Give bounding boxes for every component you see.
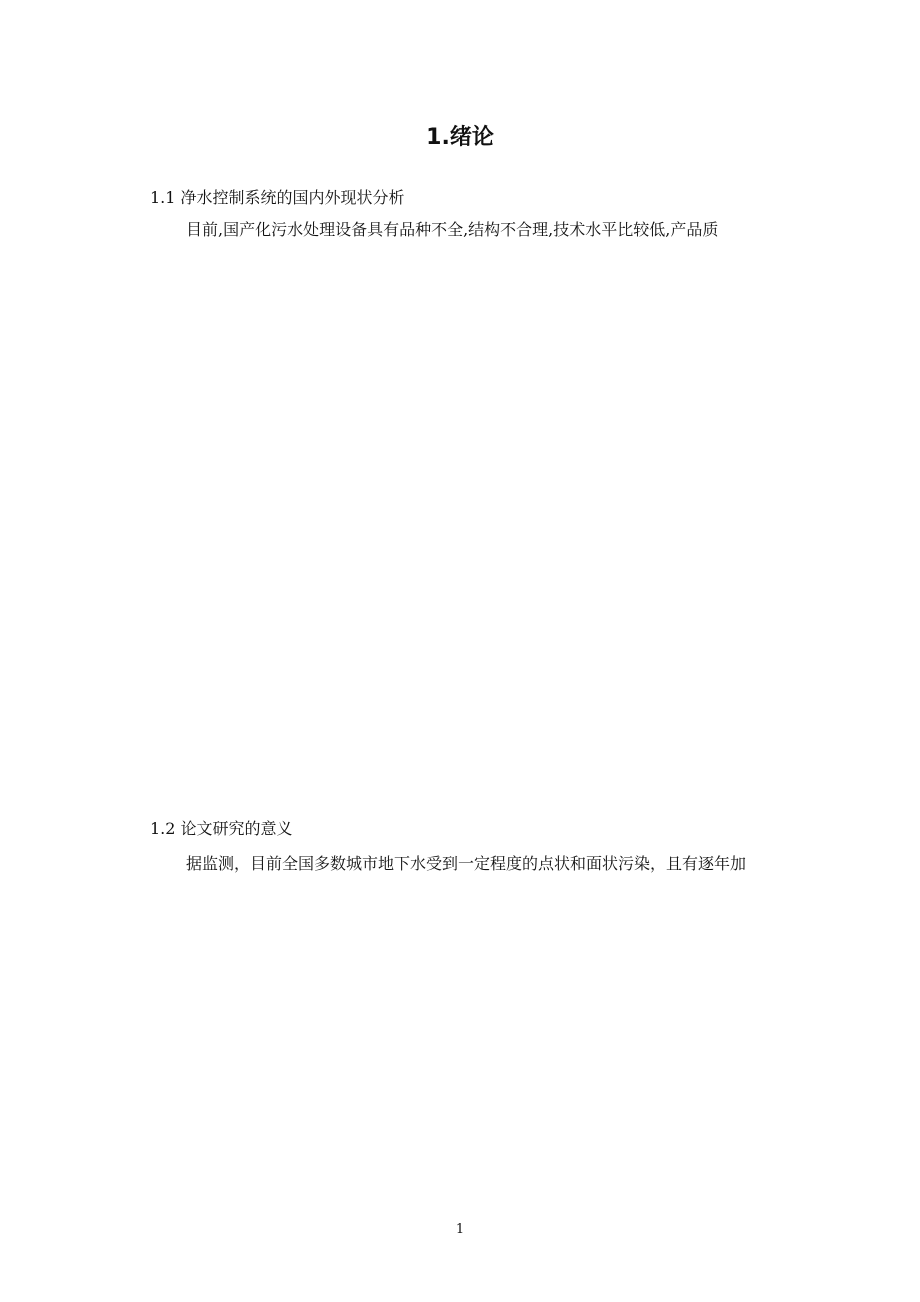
section-1-first-line: 目前,国产化污水处理设备具有品种不全,结构不合理,技术水平比较低,产品质 — [186, 220, 719, 239]
section-heading-1: 1.1 净水控制系统的国内外现状分析 — [150, 188, 405, 207]
chapter-title: 1.绪论 — [426, 125, 494, 150]
page-number: 1 — [455, 1222, 465, 1237]
section-heading-2: 1.2 论文研究的意义 — [150, 819, 293, 838]
section-2-first-line: 据监测，目前全国多数城市地下水受到一定程度的点状和面状污染，且有逐年加 — [186, 854, 747, 873]
